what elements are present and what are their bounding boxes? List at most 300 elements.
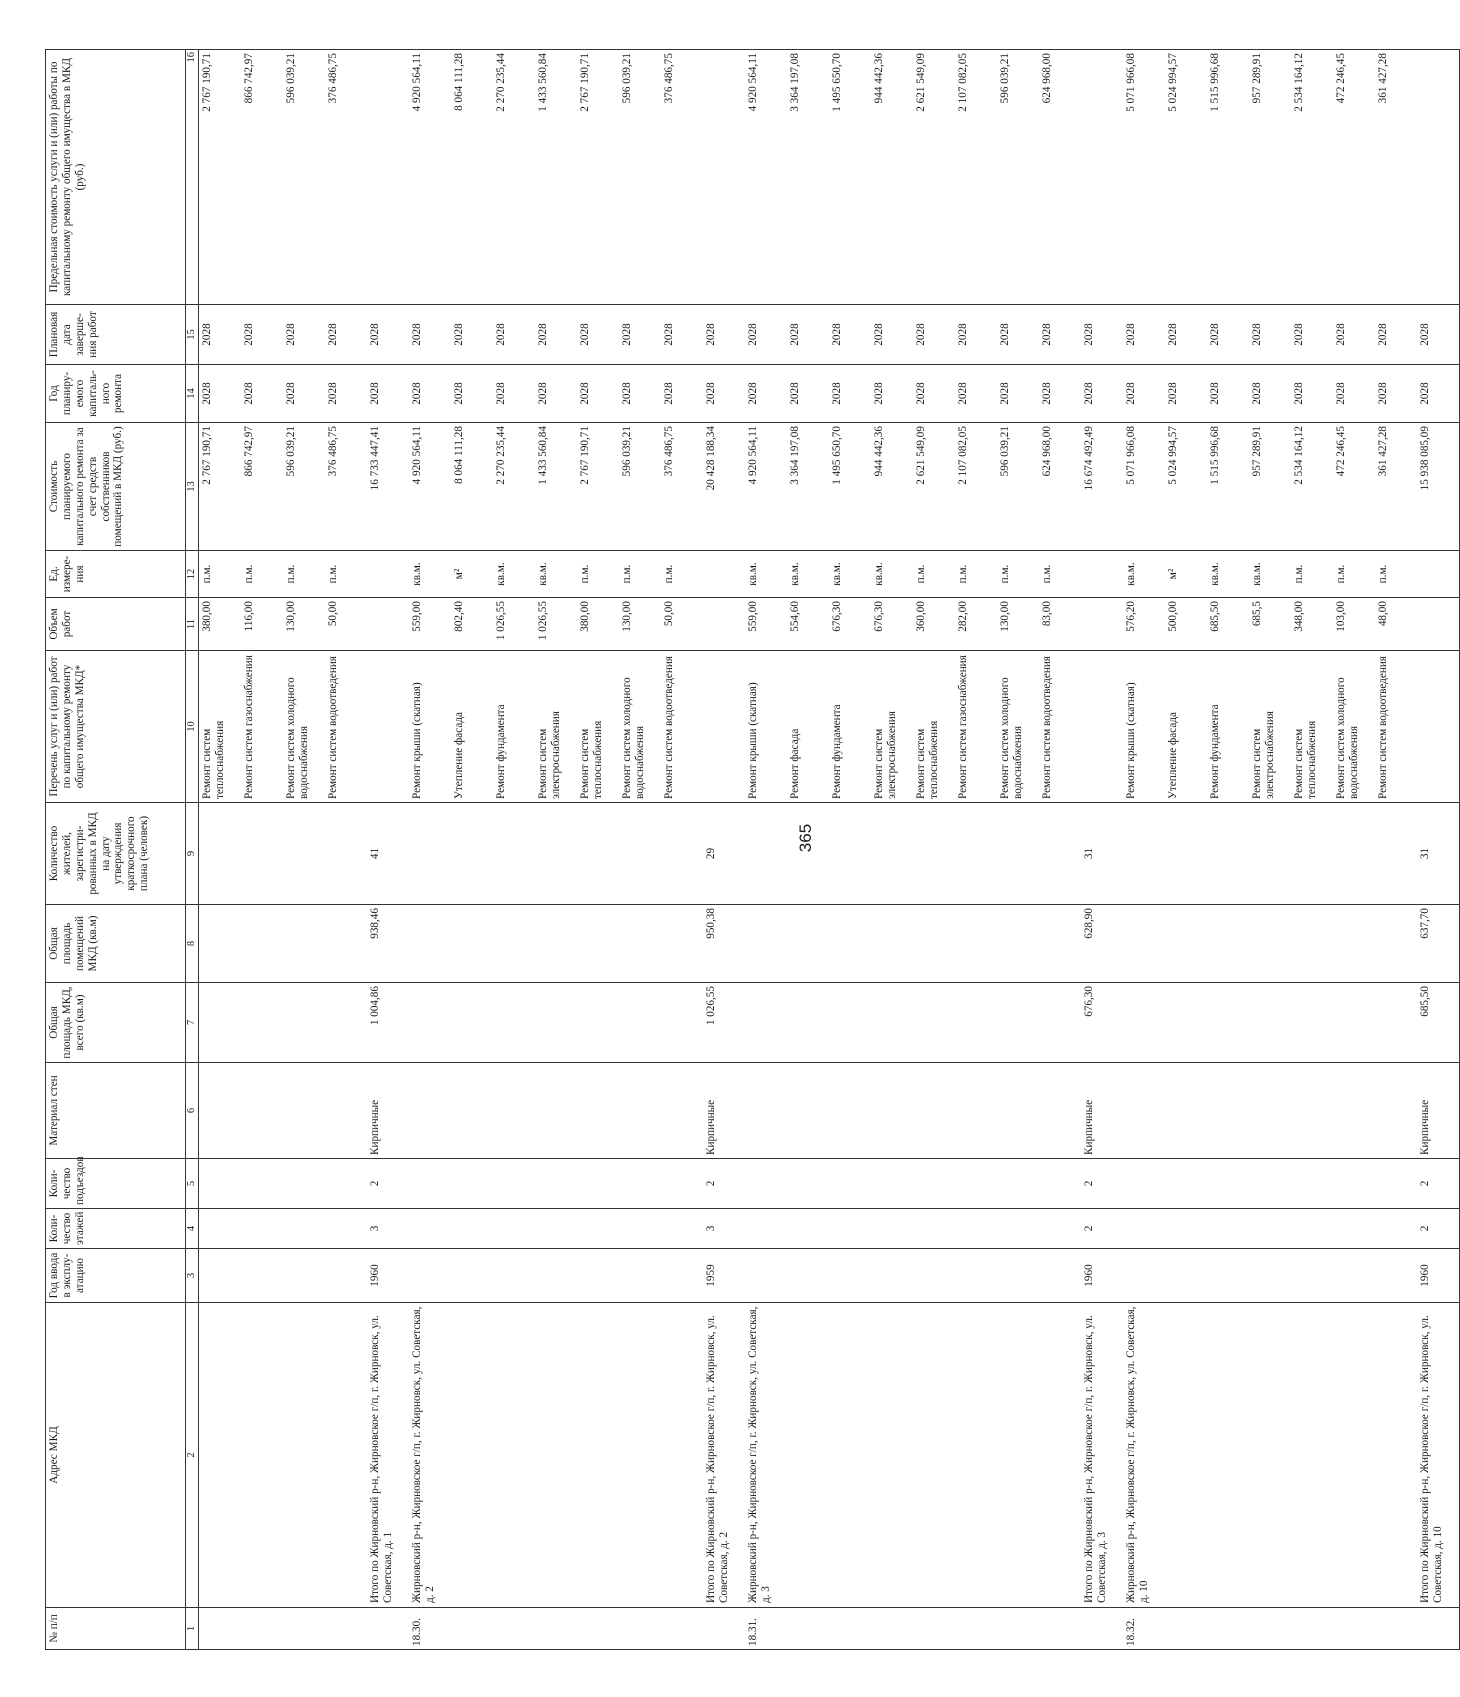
table-cell bbox=[1417, 551, 1460, 598]
table-cell bbox=[1417, 598, 1460, 651]
table-cell: 1960 bbox=[367, 1249, 409, 1303]
table-cell bbox=[661, 1209, 703, 1249]
table-cell: 2028 bbox=[703, 365, 745, 423]
table-cell: 380,00 bbox=[577, 598, 619, 651]
table-cell bbox=[955, 983, 997, 1063]
column-number: 1 bbox=[186, 1608, 199, 1650]
table-cell bbox=[535, 1209, 577, 1249]
table-cell: 2 767 190,71 bbox=[199, 423, 242, 551]
column-header: № п/п bbox=[46, 1608, 186, 1650]
table-header bbox=[46, 50, 199, 1650]
table-cell: 2 767 190,71 bbox=[577, 423, 619, 551]
column-header: Объем работ bbox=[46, 598, 186, 651]
table-cell bbox=[535, 905, 577, 983]
table-cell: 2028 bbox=[955, 365, 997, 423]
table-cell: 1 433 560,84 bbox=[535, 423, 577, 551]
table-cell bbox=[199, 1159, 242, 1209]
table-cell: Ремонт систем электроснабжения bbox=[871, 651, 913, 803]
table-cell bbox=[1291, 1303, 1333, 1608]
table-cell: 20 428 188,34 bbox=[703, 423, 745, 551]
table-row bbox=[1375, 50, 1417, 1650]
table-cell: 2028 bbox=[787, 305, 829, 365]
table-cell bbox=[325, 1608, 367, 1650]
table-cell bbox=[1165, 1063, 1207, 1159]
table-cell bbox=[577, 1063, 619, 1159]
table-cell: Утепление фасада bbox=[1165, 651, 1207, 803]
table-cell: 2028 bbox=[619, 305, 661, 365]
table-cell: п.м. bbox=[199, 551, 242, 598]
table-row bbox=[535, 50, 577, 1650]
table-cell: 957 289,91 bbox=[1249, 50, 1291, 305]
table-row bbox=[913, 50, 955, 1650]
table-cell bbox=[871, 1608, 913, 1650]
table-row bbox=[1207, 50, 1249, 1650]
table-cell: 2028 bbox=[1375, 305, 1417, 365]
table-cell bbox=[703, 598, 745, 651]
table-cell bbox=[703, 50, 745, 305]
column-header: Стоимость планируемого капитального ремонта за счет средств собственников помещений в МКД (руб.) bbox=[46, 423, 186, 551]
table-cell bbox=[1333, 1249, 1375, 1303]
table-cell: 2028 bbox=[745, 365, 787, 423]
table-cell bbox=[997, 803, 1039, 905]
column-header: Перечень услуг и (или) работ по капитальному ремонту общего имущества МКД* bbox=[46, 651, 186, 803]
table-cell bbox=[199, 1608, 242, 1650]
table-cell bbox=[493, 1303, 535, 1608]
column-number: 15 bbox=[186, 305, 199, 365]
table-cell: 559,00 bbox=[745, 598, 787, 651]
table-cell: 957 289,91 bbox=[1249, 423, 1291, 551]
table-cell: 2028 bbox=[325, 365, 367, 423]
table-cell bbox=[451, 1063, 493, 1159]
table-row bbox=[367, 50, 409, 1650]
table-cell: 2028 bbox=[1375, 365, 1417, 423]
table-cell: 2 767 190,71 bbox=[199, 50, 242, 305]
table-cell: 48,00 bbox=[1375, 598, 1417, 651]
column-number-row bbox=[186, 50, 199, 1650]
column-number: 8 bbox=[186, 905, 199, 983]
column-header: Год ввода в эксплу-атацию bbox=[46, 1249, 186, 1303]
table-row bbox=[409, 50, 451, 1650]
table-cell: кв.м. bbox=[1207, 551, 1249, 598]
table-cell: 130,00 bbox=[283, 598, 325, 651]
table-cell: 2028 bbox=[1081, 365, 1123, 423]
table-cell: 4 920 564,11 bbox=[409, 50, 451, 305]
table-cell: 2 bbox=[1081, 1209, 1123, 1249]
table-cell: 2028 bbox=[661, 305, 703, 365]
table-cell: 50,00 bbox=[325, 598, 367, 651]
table-cell bbox=[283, 1608, 325, 1650]
table-cell: 676,30 bbox=[871, 598, 913, 651]
table-cell bbox=[1291, 983, 1333, 1063]
table-cell bbox=[1249, 905, 1291, 983]
table-cell: 2 270 235,44 bbox=[493, 423, 535, 551]
table-cell bbox=[955, 1063, 997, 1159]
table-cell: Ремонт фундамента bbox=[829, 651, 871, 803]
table-cell: 2028 bbox=[1333, 365, 1375, 423]
table-cell bbox=[1207, 803, 1249, 905]
table-cell: 944 442,36 bbox=[871, 423, 913, 551]
table-cell: кв.м. bbox=[871, 551, 913, 598]
table-cell: Итого по Жирновский р-н, Жирновское г/п, г. Жирновск, ул. Советская, д. 3 bbox=[1081, 1303, 1123, 1608]
table-cell bbox=[787, 1249, 829, 1303]
table-cell bbox=[955, 905, 997, 983]
table-cell: 2028 bbox=[829, 305, 871, 365]
table-cell bbox=[325, 1249, 367, 1303]
table-cell: 950,38 bbox=[703, 905, 745, 983]
table-cell bbox=[1333, 803, 1375, 905]
table-cell: 3 bbox=[367, 1209, 409, 1249]
table-cell bbox=[1291, 905, 1333, 983]
table-cell bbox=[367, 651, 409, 803]
table-cell bbox=[619, 1303, 661, 1608]
table-cell: 624 968,00 bbox=[1039, 50, 1081, 305]
table-cell bbox=[493, 983, 535, 1063]
table-row bbox=[1123, 50, 1165, 1650]
table-cell bbox=[997, 1608, 1039, 1650]
table-cell bbox=[1165, 1608, 1207, 1650]
table-cell: Ремонт систем холодного водоснабжения bbox=[997, 651, 1039, 803]
table-cell bbox=[871, 803, 913, 905]
table-cell bbox=[577, 1209, 619, 1249]
table-cell bbox=[1333, 1159, 1375, 1209]
table-cell bbox=[787, 1209, 829, 1249]
table-cell: 1 026,55 bbox=[493, 598, 535, 651]
table-cell bbox=[1375, 1159, 1417, 1209]
table-cell bbox=[1291, 803, 1333, 905]
table-cell: 8 064 111,28 bbox=[451, 50, 493, 305]
table-cell bbox=[787, 803, 829, 905]
table-cell: 103,00 bbox=[1333, 598, 1375, 651]
table-cell bbox=[745, 1249, 787, 1303]
table-cell: 628,90 bbox=[1081, 905, 1123, 983]
table-cell: 2028 bbox=[1207, 305, 1249, 365]
table-cell: 361 427,28 bbox=[1375, 50, 1417, 305]
table-row bbox=[619, 50, 661, 1650]
table-cell: кв.м. bbox=[829, 551, 871, 598]
table-cell: 1960 bbox=[1417, 1249, 1460, 1303]
table-cell: 2 621 549,09 bbox=[913, 50, 955, 305]
table-cell bbox=[829, 983, 871, 1063]
table-cell: м² bbox=[451, 551, 493, 598]
table-cell bbox=[493, 1608, 535, 1650]
table-cell: 282,00 bbox=[955, 598, 997, 651]
table-cell bbox=[913, 1249, 955, 1303]
table-cell: 1960 bbox=[1081, 1249, 1123, 1303]
table-cell: 500,00 bbox=[1165, 598, 1207, 651]
table-cell: 376 486,75 bbox=[325, 50, 367, 305]
table-row bbox=[787, 50, 829, 1650]
table-cell bbox=[241, 905, 283, 983]
table-cell: 1 026,55 bbox=[703, 983, 745, 1063]
table-cell bbox=[829, 1249, 871, 1303]
table-cell bbox=[1039, 1249, 1081, 1303]
table-cell bbox=[409, 905, 451, 983]
table-cell: 2028 bbox=[493, 305, 535, 365]
table-cell bbox=[241, 1249, 283, 1303]
table-cell bbox=[871, 1063, 913, 1159]
table-row bbox=[1039, 50, 1081, 1650]
table-cell bbox=[409, 1209, 451, 1249]
column-number: 2 bbox=[186, 1303, 199, 1608]
column-number: 10 bbox=[186, 651, 199, 803]
table-cell bbox=[451, 1303, 493, 1608]
table-cell bbox=[913, 1063, 955, 1159]
table-cell bbox=[1039, 1063, 1081, 1159]
table-row bbox=[829, 50, 871, 1650]
table-cell bbox=[745, 1159, 787, 1209]
table-cell: Кирпичные bbox=[1081, 1063, 1123, 1159]
table-cell: кв.м. bbox=[787, 551, 829, 598]
table-cell: Ремонт крыши (скатная) bbox=[745, 651, 787, 803]
table-cell: 2028 bbox=[535, 305, 577, 365]
table-cell: Ремонт систем холодного водоснабжения bbox=[619, 651, 661, 803]
table-cell bbox=[283, 1209, 325, 1249]
table-cell: п.м. bbox=[913, 551, 955, 598]
table-cell: 596 039,21 bbox=[283, 50, 325, 305]
table-cell: Ремонт систем холодного водоснабжения bbox=[1333, 651, 1375, 803]
table-cell: 5 071 966,08 bbox=[1123, 50, 1165, 305]
table-cell bbox=[283, 1159, 325, 1209]
table-cell: 2028 bbox=[199, 305, 242, 365]
table-cell bbox=[325, 983, 367, 1063]
table-cell bbox=[703, 651, 745, 803]
table-cell bbox=[325, 1209, 367, 1249]
table-cell bbox=[1375, 803, 1417, 905]
table-cell bbox=[493, 1159, 535, 1209]
table-cell bbox=[451, 983, 493, 1063]
table-cell bbox=[1123, 905, 1165, 983]
table-cell: Ремонт фасада bbox=[787, 651, 829, 803]
table-cell: 2028 bbox=[997, 365, 1039, 423]
table-cell: 596 039,21 bbox=[997, 50, 1039, 305]
table-cell: Ремонт крыши (скатная) bbox=[1123, 651, 1165, 803]
table-cell bbox=[997, 1209, 1039, 1249]
table-row bbox=[1291, 50, 1333, 1650]
table-cell bbox=[1081, 651, 1123, 803]
table-cell: 83,00 bbox=[1039, 598, 1081, 651]
table-cell bbox=[871, 1209, 913, 1249]
table-cell bbox=[661, 1608, 703, 1650]
column-header: Коли-чество подъездов bbox=[46, 1159, 186, 1209]
table-cell bbox=[997, 983, 1039, 1063]
table-cell bbox=[241, 1608, 283, 1650]
table-cell: Жирновский р-н, Жирновское г/п, г. Жирновск, ул. Советская, д. 2 bbox=[409, 1303, 451, 1608]
table-cell: 2028 bbox=[829, 365, 871, 423]
table-cell bbox=[997, 905, 1039, 983]
table-cell: 2 270 235,44 bbox=[493, 50, 535, 305]
table-cell: 676,30 bbox=[1081, 983, 1123, 1063]
table-cell: 2028 bbox=[1123, 365, 1165, 423]
table-cell bbox=[619, 1249, 661, 1303]
table-cell: 376 486,75 bbox=[325, 423, 367, 551]
table-cell: 1 004,86 bbox=[367, 983, 409, 1063]
table-cell: 2028 bbox=[997, 305, 1039, 365]
table-row bbox=[745, 50, 787, 1650]
table-cell bbox=[661, 803, 703, 905]
table-cell bbox=[1249, 1303, 1291, 1608]
table-cell: 130,00 bbox=[619, 598, 661, 651]
table-row bbox=[325, 50, 367, 1650]
table-cell: 376 486,75 bbox=[661, 423, 703, 551]
table-cell: 2028 bbox=[325, 305, 367, 365]
table-cell bbox=[829, 1063, 871, 1159]
table-cell: Ремонт систем теплоснабжения bbox=[1291, 651, 1333, 803]
table-cell bbox=[1375, 1209, 1417, 1249]
table-cell bbox=[367, 50, 409, 305]
table-cell: Ремонт систем газоснабжения bbox=[241, 651, 283, 803]
table-cell: 2028 bbox=[1291, 305, 1333, 365]
table-cell bbox=[283, 1063, 325, 1159]
column-header: Общая площадь помещений МКД (кв.м) bbox=[46, 905, 186, 983]
table-cell: 2028 bbox=[1249, 365, 1291, 423]
table-cell bbox=[325, 1159, 367, 1209]
column-header: Плановая дата заверше-ния работ bbox=[46, 305, 186, 365]
table-cell: 1 495 650,70 bbox=[829, 50, 871, 305]
table-cell bbox=[997, 1303, 1039, 1608]
table-row bbox=[493, 50, 535, 1650]
table-cell: 4 920 564,11 bbox=[745, 423, 787, 551]
table-cell: 2028 bbox=[955, 305, 997, 365]
table-cell: 2028 bbox=[1039, 365, 1081, 423]
table-cell: 596 039,21 bbox=[283, 423, 325, 551]
table-cell: 1959 bbox=[703, 1249, 745, 1303]
table-cell bbox=[493, 803, 535, 905]
table-cell bbox=[1375, 905, 1417, 983]
table-cell bbox=[325, 1303, 367, 1608]
table-cell bbox=[745, 983, 787, 1063]
table-cell bbox=[199, 1249, 242, 1303]
table-cell bbox=[1291, 1608, 1333, 1650]
table-cell: 361 427,28 bbox=[1375, 423, 1417, 551]
table-cell: 2028 bbox=[1291, 365, 1333, 423]
table-cell bbox=[1249, 1608, 1291, 1650]
table-cell bbox=[829, 1608, 871, 1650]
table-cell bbox=[1081, 598, 1123, 651]
table-cell: п.м. bbox=[1333, 551, 1375, 598]
column-header: Материал стен bbox=[46, 1063, 186, 1159]
table-cell: 31 bbox=[1417, 803, 1460, 905]
table-cell: 1 515 996,68 bbox=[1207, 50, 1249, 305]
table-row bbox=[241, 50, 283, 1650]
table-cell bbox=[1165, 1249, 1207, 1303]
table-cell bbox=[409, 803, 451, 905]
table-cell: кв.м. bbox=[535, 551, 577, 598]
table-cell bbox=[1123, 1249, 1165, 1303]
table-cell: 2028 bbox=[619, 365, 661, 423]
table-cell bbox=[409, 1249, 451, 1303]
table-cell bbox=[745, 1209, 787, 1249]
table-cell: 1 495 650,70 bbox=[829, 423, 871, 551]
table-cell: 2028 bbox=[199, 365, 242, 423]
table-cell: 2028 bbox=[703, 305, 745, 365]
column-number: 9 bbox=[186, 803, 199, 905]
table-cell bbox=[199, 1303, 242, 1608]
table-cell bbox=[1123, 1159, 1165, 1209]
table-cell: кв.м. bbox=[1123, 551, 1165, 598]
table-cell: 29 bbox=[703, 803, 745, 905]
table-cell bbox=[1165, 1303, 1207, 1608]
table-cell bbox=[913, 1209, 955, 1249]
column-number: 5 bbox=[186, 1159, 199, 1209]
table-cell: м² bbox=[1165, 551, 1207, 598]
column-number: 12 bbox=[186, 551, 199, 598]
table-cell bbox=[493, 905, 535, 983]
table-cell: 866 742,97 bbox=[241, 423, 283, 551]
table-cell: Кирпичные bbox=[1417, 1063, 1460, 1159]
table-cell bbox=[493, 1209, 535, 1249]
table-cell: 4 920 564,11 bbox=[745, 50, 787, 305]
table-cell bbox=[871, 905, 913, 983]
table-cell bbox=[1333, 1303, 1375, 1608]
column-number: 3 bbox=[186, 1249, 199, 1303]
table-cell: 2028 bbox=[451, 305, 493, 365]
table-cell: п.м. bbox=[241, 551, 283, 598]
table-cell bbox=[535, 983, 577, 1063]
table-cell bbox=[1081, 1608, 1123, 1650]
table-cell: 18.30. bbox=[409, 1608, 451, 1650]
table-cell bbox=[619, 1159, 661, 1209]
table-cell: 1 433 560,84 bbox=[535, 50, 577, 305]
table-cell bbox=[409, 1159, 451, 1209]
table-cell bbox=[1081, 551, 1123, 598]
table-cell: Ремонт систем газоснабжения bbox=[955, 651, 997, 803]
table-cell bbox=[577, 1303, 619, 1608]
table-cell bbox=[955, 1608, 997, 1650]
table-cell bbox=[913, 905, 955, 983]
header-row bbox=[46, 50, 186, 1650]
table-cell: 637,70 bbox=[1417, 905, 1460, 983]
table-cell: 15 938 085,09 bbox=[1417, 423, 1460, 551]
table-cell bbox=[871, 983, 913, 1063]
table-cell bbox=[997, 1159, 1039, 1209]
table-cell: 2 bbox=[367, 1159, 409, 1209]
table-cell bbox=[619, 803, 661, 905]
table-cell bbox=[619, 983, 661, 1063]
table-cell bbox=[241, 1303, 283, 1608]
table-cell bbox=[913, 1159, 955, 1209]
table-cell: 380,00 bbox=[199, 598, 242, 651]
table-cell: 2028 bbox=[577, 365, 619, 423]
table-cell: 685,50 bbox=[1207, 598, 1249, 651]
table-cell bbox=[1207, 1159, 1249, 1209]
table-cell: 5 024 994,57 bbox=[1165, 423, 1207, 551]
table-cell bbox=[1417, 50, 1460, 305]
table-cell: 3 364 197,08 bbox=[787, 423, 829, 551]
column-number: 11 bbox=[186, 598, 199, 651]
table-row bbox=[1249, 50, 1291, 1650]
table-cell: 2028 bbox=[1249, 305, 1291, 365]
table-cell bbox=[1291, 1063, 1333, 1159]
table-cell: 2 bbox=[1081, 1159, 1123, 1209]
table-cell bbox=[1291, 1159, 1333, 1209]
table-cell bbox=[1039, 1159, 1081, 1209]
table-cell bbox=[451, 803, 493, 905]
table-cell bbox=[997, 1249, 1039, 1303]
table-cell: 130,00 bbox=[997, 598, 1039, 651]
table-cell: кв.м. bbox=[493, 551, 535, 598]
table-cell bbox=[1375, 1063, 1417, 1159]
table-row bbox=[997, 50, 1039, 1650]
table-cell bbox=[745, 1063, 787, 1159]
table-cell bbox=[661, 905, 703, 983]
table-cell: 2028 bbox=[1207, 365, 1249, 423]
table-cell bbox=[1207, 1063, 1249, 1159]
table-cell: п.м. bbox=[661, 551, 703, 598]
table-cell: 2028 bbox=[1417, 365, 1460, 423]
table-cell bbox=[997, 1063, 1039, 1159]
table-cell bbox=[1333, 1209, 1375, 1249]
table-cell bbox=[829, 1159, 871, 1209]
